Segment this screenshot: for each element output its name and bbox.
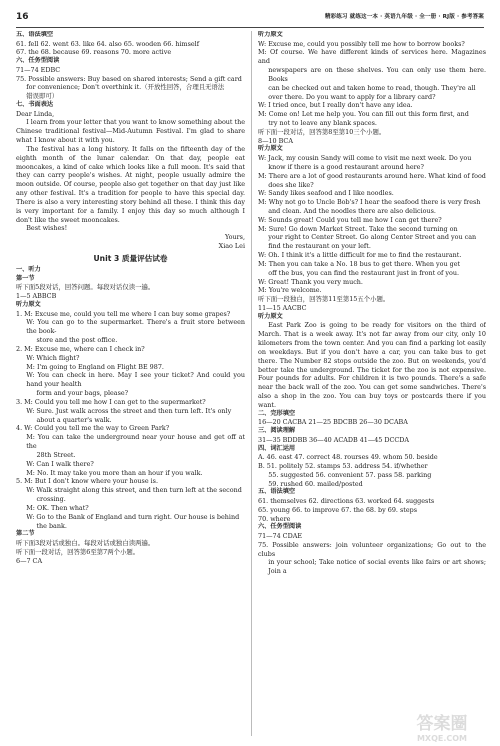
section-cloze: 二、完形填空 bbox=[258, 409, 296, 417]
header-rule bbox=[16, 27, 484, 28]
dialogue-line: M: Why not go to Uncle Bob's? I hear the seafood there is very fresh bbox=[258, 198, 481, 207]
answer-line: 61. fell 62. went 63. like 64. also 65. wooden 66. himself bbox=[16, 39, 200, 48]
answer-line: 70. where bbox=[258, 514, 291, 523]
transcript-title: 听力原文 bbox=[16, 301, 41, 309]
instruction: 听下面3段对话或独白。每段对话或独白读两遍。 bbox=[16, 538, 155, 547]
dialogue-line: and clean. And the noodles there are also delicious. bbox=[268, 207, 436, 215]
dialogue-line: W: You can check in here. May I see your ticket? And could you hand your health bbox=[26, 371, 245, 389]
dialogue-line: 2. M: Excuse me, where can I check in? bbox=[16, 344, 145, 353]
section-writing: 七、书面表达 bbox=[16, 101, 54, 109]
dialogue-line: M: Come on! Let me help you. You can fill out this form first, and bbox=[258, 110, 469, 119]
part-two-title: 第二节 bbox=[16, 530, 35, 538]
dialogue-line: the bank. bbox=[36, 521, 67, 530]
dialogue-line: find the restaurant on your left. bbox=[268, 242, 371, 251]
answer-line: for convenience; Don't overthink it.（开放性回答，合理且无语法 bbox=[26, 83, 225, 92]
section-reading: 三、阅读理解 bbox=[258, 427, 296, 435]
dialogue-line: form and your bags, please? bbox=[36, 389, 129, 398]
dialogue-line: newspapers are on these shelves. You can only use them here. Books bbox=[268, 66, 486, 83]
letter-closing: Best wishes! bbox=[26, 224, 68, 233]
instruction: 听下面一段对话，回答第8至第10三个小题。 bbox=[258, 127, 386, 136]
dialogue-line: M: I'm going to England on Flight BE 987. bbox=[26, 362, 164, 371]
letter-paragraph: I learn from your letter that you want to know something about the Chinese traditional festival—Mid-Autumn Festival. I'm glad to share what I know about it with you. bbox=[16, 118, 245, 145]
monologue-paragraph: East Park Zoo is going to be ready for visitors on the third of March. That is a week away. It's not far away from our city, only 10 kilometers from the town center. And you can find a parking lot easily on weekdays. But if you don't have a car, you can take bus to get there. The Number 82 stops outside the zoo. But on weekends, you'd better take the underground. The ticket for the zoo is not expensive. Four pounds for adults. For children it is two pounds. There's a safe near the back wall of the zoo. You can get some sandwiches. There's also a shop in the zoo. You can buy toys or postcards there if you want. bbox=[258, 321, 486, 409]
dialogue-line: M: There are a lot of good restaurants around here. What kind of food bbox=[258, 171, 486, 180]
dialogue-line: know if there is a good restaurant around here? bbox=[268, 162, 424, 171]
dialogue-line: your right to Center Street. Go along Center Street and you can bbox=[268, 233, 477, 242]
dialogue-line: W: Oh. I think it's a little difficult for me to find the restaurant. bbox=[258, 251, 462, 260]
column-divider bbox=[251, 31, 252, 736]
dialogue-line: W: Can I walk there? bbox=[26, 459, 94, 468]
transcript-title: 听力原文 bbox=[258, 31, 283, 38]
dialogue-line: W: Jack, my cousin Sandy will come to visit me next week. Do you bbox=[258, 154, 472, 163]
left-column bbox=[16, 31, 245, 738]
letter-signature: Xiao Lei bbox=[218, 242, 245, 251]
dialogue-line: W: Great! Thank you very much. bbox=[258, 277, 363, 286]
answer-line: 61. themselves 62. directions 63. worked 64. suggests bbox=[258, 496, 435, 505]
dialogue-line: M: Of course. We have different kinds of services here. Magazines and bbox=[258, 48, 486, 66]
dialogue-line: M: You're welcome. bbox=[258, 286, 322, 295]
dialogue-line: W: Excuse me, could you possibly tell me how to borrow books? bbox=[258, 39, 465, 48]
answer-line: A. 46. east 47. correct 48. rourses 49. whom 50. beside bbox=[258, 453, 438, 462]
answer-line: 75. Possible answers: Buy based on shared interests; Send a gift card bbox=[16, 74, 242, 83]
dialogue-line: W: Sounds great! Could you tell me how I can get there? bbox=[258, 215, 442, 224]
watermark-text: 答案圈 bbox=[416, 714, 468, 734]
answer-line: 8—10 BCA bbox=[258, 136, 293, 145]
dialogue-line: W: Sure. Just walk across the street and then turn left. It's only bbox=[26, 406, 232, 415]
section-grammar-fill: 五、语法填空 bbox=[16, 31, 54, 38]
answer-line: 55. suggested 56. convenient 57. pass 58. parking bbox=[268, 470, 432, 479]
answer-line: 31—35 BDDBB 36—40 ACADB 41—45 DCCDA bbox=[258, 435, 410, 444]
section-listening: 一、听力 bbox=[16, 266, 41, 274]
dialogue-line: W: Which flight? bbox=[26, 353, 80, 362]
dialogue-line: does she like? bbox=[268, 180, 314, 189]
dialogue-line: can be checked out and taken home to read, though. They're all bbox=[268, 83, 476, 92]
answer-line: 1—5 ABBCB bbox=[16, 292, 57, 301]
running-title: 精彩练习 就练这一本 · 英语九年级 · 全一册 · RJ版 · 参考答案 bbox=[324, 14, 484, 20]
page-header bbox=[0, 0, 500, 30]
dialogue-line: 28th Street. bbox=[36, 450, 76, 459]
instruction: 听下面5段对话，回答问题。每段对话仅读一遍。 bbox=[16, 283, 155, 292]
dialogue-line: 5. M: But I don't know where your house is. bbox=[16, 477, 158, 486]
dialogue-line: 3. M: Could you tell me how I can get to the supermarket? bbox=[16, 397, 206, 406]
section-task-reading: 六、任务型阅读 bbox=[16, 57, 60, 65]
dialogue-line: over there. Do you want to apply for a library card? bbox=[268, 92, 436, 101]
dialogue-line: crossing. bbox=[36, 495, 66, 504]
instruction: 听下面一段独白，回答第11至第15五个小题。 bbox=[258, 295, 390, 304]
watermark-logo bbox=[394, 710, 490, 744]
page-number: 16 bbox=[16, 12, 29, 22]
dialogue-line: 4. W: Could you tell me the way to Green Park? bbox=[16, 424, 170, 433]
letter-sign-off: Yours, bbox=[225, 233, 245, 242]
dialogue-line: about a quarter's walk. bbox=[36, 415, 112, 424]
dialogue-line: W: Go to the Bank of England and turn right. Our house is behind bbox=[26, 512, 240, 521]
section-grammar-fill: 五、语法填空 bbox=[258, 488, 296, 496]
dialogue-line: M: Then you can take a No. 18 bus to get there. When you get bbox=[258, 259, 461, 268]
letter-paragraph: The festival has a long history. It falls on the fifteenth day of the eighth month of the lunar calendar. On that day, people eat mooncakes, a kind of cake which looks like a full moon. It's said that they can carry people's wishes. At night, people usually admire the moon outside. Of course, people also get together on that day just like any other festival. It's a tradition for people to have this special day. There is also a very interesting story behind all these. I think this day is very important for a family. I enjoy this day so much although I don't like the sweet mooncakes. bbox=[16, 144, 245, 224]
answer-line: 75. Possible answers: join volunteer organizations; Go out to the clubs bbox=[258, 540, 486, 558]
answer-line: 11—15 AACBC bbox=[258, 304, 307, 313]
answer-line: 错误即可） bbox=[26, 92, 59, 101]
answer-line: 59. rushed 60. mailed/posted bbox=[268, 479, 363, 488]
answer-line: 16—20 CACBA 21—25 BDCBB 26—30 DCABA bbox=[258, 418, 408, 427]
dialogue-line: W: I tried once, but I really don't have any idea. bbox=[258, 101, 413, 110]
answer-line: in your school; Take notice of social events like fairs or art shows; Join a bbox=[268, 558, 486, 576]
transcript-title: 听力原文 bbox=[258, 312, 283, 320]
letter-greeting: Dear Linda, bbox=[16, 109, 55, 118]
answer-line: 67. the 68. because 69. reasons 70. more active bbox=[16, 48, 172, 57]
dialogue-line: store and the post office. bbox=[36, 336, 118, 345]
dialogue-line: W: Walk straight along this street, and then turn left at the second bbox=[26, 486, 242, 495]
transcript-title: 听力原文 bbox=[258, 145, 283, 153]
answer-line: 71—74 CDAE bbox=[258, 531, 302, 540]
dialogue-line: 1. M: Excuse me, could you tell me where I can buy some grapes? bbox=[16, 309, 231, 318]
answer-line: B. 51. politely 52. stamps 53. address 54. if/whether bbox=[258, 461, 428, 470]
watermark-url: MXQE.COM bbox=[416, 734, 468, 743]
dialogue-line: M: No. It may take you more than an hour if you walk. bbox=[26, 468, 203, 477]
dialogue-line: M: OK. Then what? bbox=[26, 503, 89, 512]
unit-title: Unit 3 质量评估试卷 bbox=[93, 253, 168, 263]
answer-line: 6—7 CA bbox=[16, 556, 43, 565]
part-one-title: 第一节 bbox=[16, 274, 35, 282]
section-task-reading: 六、任务型阅读 bbox=[258, 523, 302, 531]
answer-line: 65. young 66. to improve 67. the 68. by 69. steps bbox=[258, 505, 417, 514]
dialogue-line: M: You can take the underground near your house and get off at the bbox=[26, 433, 245, 451]
dialogue-line: try not to leave any blank spaces. bbox=[268, 119, 377, 127]
dialogue-line: W: Sandy likes seafood and I like noodles. bbox=[258, 189, 394, 198]
section-vocabulary: 四、词汇运用 bbox=[258, 444, 296, 452]
dialogue-line: off the bus, you can find the restaurant just in front of you. bbox=[268, 268, 460, 277]
dialogue-line: W: You can go to the supermarket. There's a fruit store between the book- bbox=[26, 318, 245, 336]
right-column bbox=[258, 31, 486, 738]
answer-line: 71—74 EDBC bbox=[16, 65, 61, 74]
dialogue-line: M: Sure! Go down Market Street. Take the second turning on bbox=[258, 224, 458, 233]
instruction: 听下面一段对话，回答第6至第7两个小题。 bbox=[16, 547, 140, 556]
